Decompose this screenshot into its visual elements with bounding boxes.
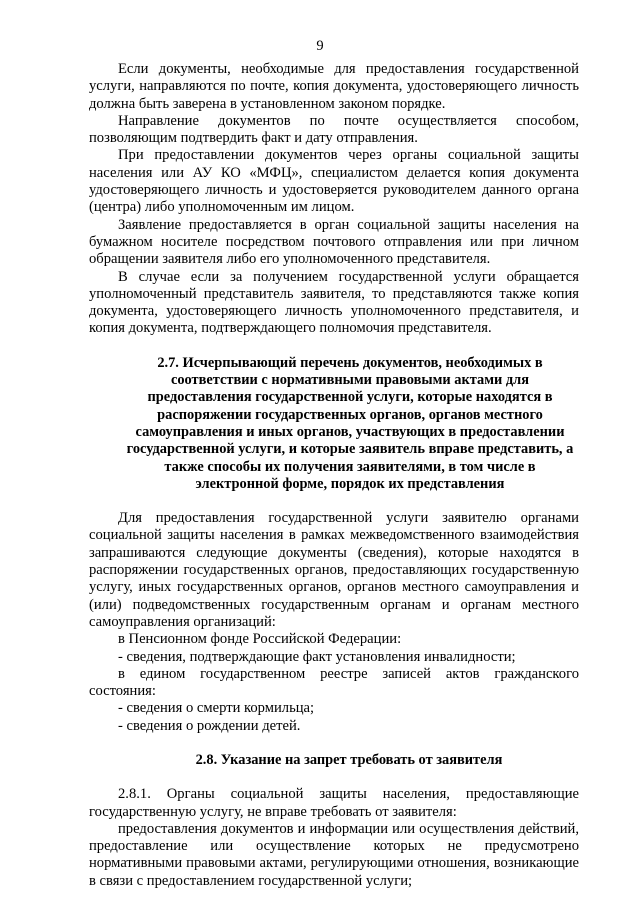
page-number: 9 — [316, 38, 324, 54]
paragraph: Для предоставления государственной услуги заявителю органами социальной защиты населения в рамках межведомственного взаимодействия запрашиваются следующие документы (сведения), которые находятся в распоряжении государственных органов, предоставляющих государственную услугу, иных государственных органов, органов местного самоуправления и (или) подведомственных государственным органам и органам местного самоуправления организаций: — [89, 510, 579, 630]
list-item: - сведения о смерти кормильца; — [118, 700, 315, 717]
paragraph: предоставления документов и информации или осуществления действий, предоставление или осуществление которых не предусмотрено нормативными правовыми актами, регулирующими отношения, возникающие в связи с предоставлением государственной услуги; — [89, 820, 579, 889]
paragraph: В случае если за получением государственной услуги обращается уполномоченный представитель заявителя, то представляются также копия документа, удостоверяющего личность уполномоченного представителя, и копия документа, подтверждающего полномочия представителя. — [89, 268, 579, 337]
list-item: - сведения, подтверждающие факт установления инвалидности; — [118, 648, 516, 665]
list-item: в Пенсионном фонде Российской Федерации: — [118, 631, 402, 648]
section-heading-2-8: 2.8. Указание на запрет требовать от заявителя — [195, 751, 503, 768]
paragraph: 2.8.1. Органы социальной защиты населения, предоставляющие государственную услугу, не вправе требовать от заявителя: — [89, 786, 579, 820]
paragraph: Если документы, необходимые для предоставления государственной услуги, направляются по почте, копия документа, удостоверяющего личность должна быть заверена в установленном законом порядке. — [89, 61, 579, 112]
document-body — [89, 61, 579, 890]
paragraph: Заявление предоставляется в орган социальной защиты населения на бумажном носителе посредством почтового отправления или при личном обращении заявителя либо его уполномоченного представителя. — [89, 216, 579, 268]
paragraph: При предоставлении документов через органы социальной защиты населения или АУ КО «МФЦ», специалистом делается копия документа удостоверяющего личность и удостоверяется руководителем данного органа (центра) либо уполномоченным им лицом. — [89, 147, 579, 216]
list-item: в едином государственном реестре записей актов гражданского состояния: — [89, 665, 579, 700]
paragraph: Направление документов по почте осуществляется способом, позволяющим подтвердить факт и дату отправления. — [89, 112, 579, 147]
list-item: - сведения о рождении детей. — [118, 717, 301, 734]
section-heading-2-7: 2.7. Исчерпывающий перечень документов, необходимых в соответствии с нормативными правовыми актами для предоставления государственной услуги, которые находятся в распоряжении государственных органов, органов местного самоуправления и иных органов, участвующих в предоставлении государственной услуги, и которые заявитель вправе представить, а также способы их получения заявителями, в том числе в электронной форме, порядок их представления — [126, 354, 574, 492]
